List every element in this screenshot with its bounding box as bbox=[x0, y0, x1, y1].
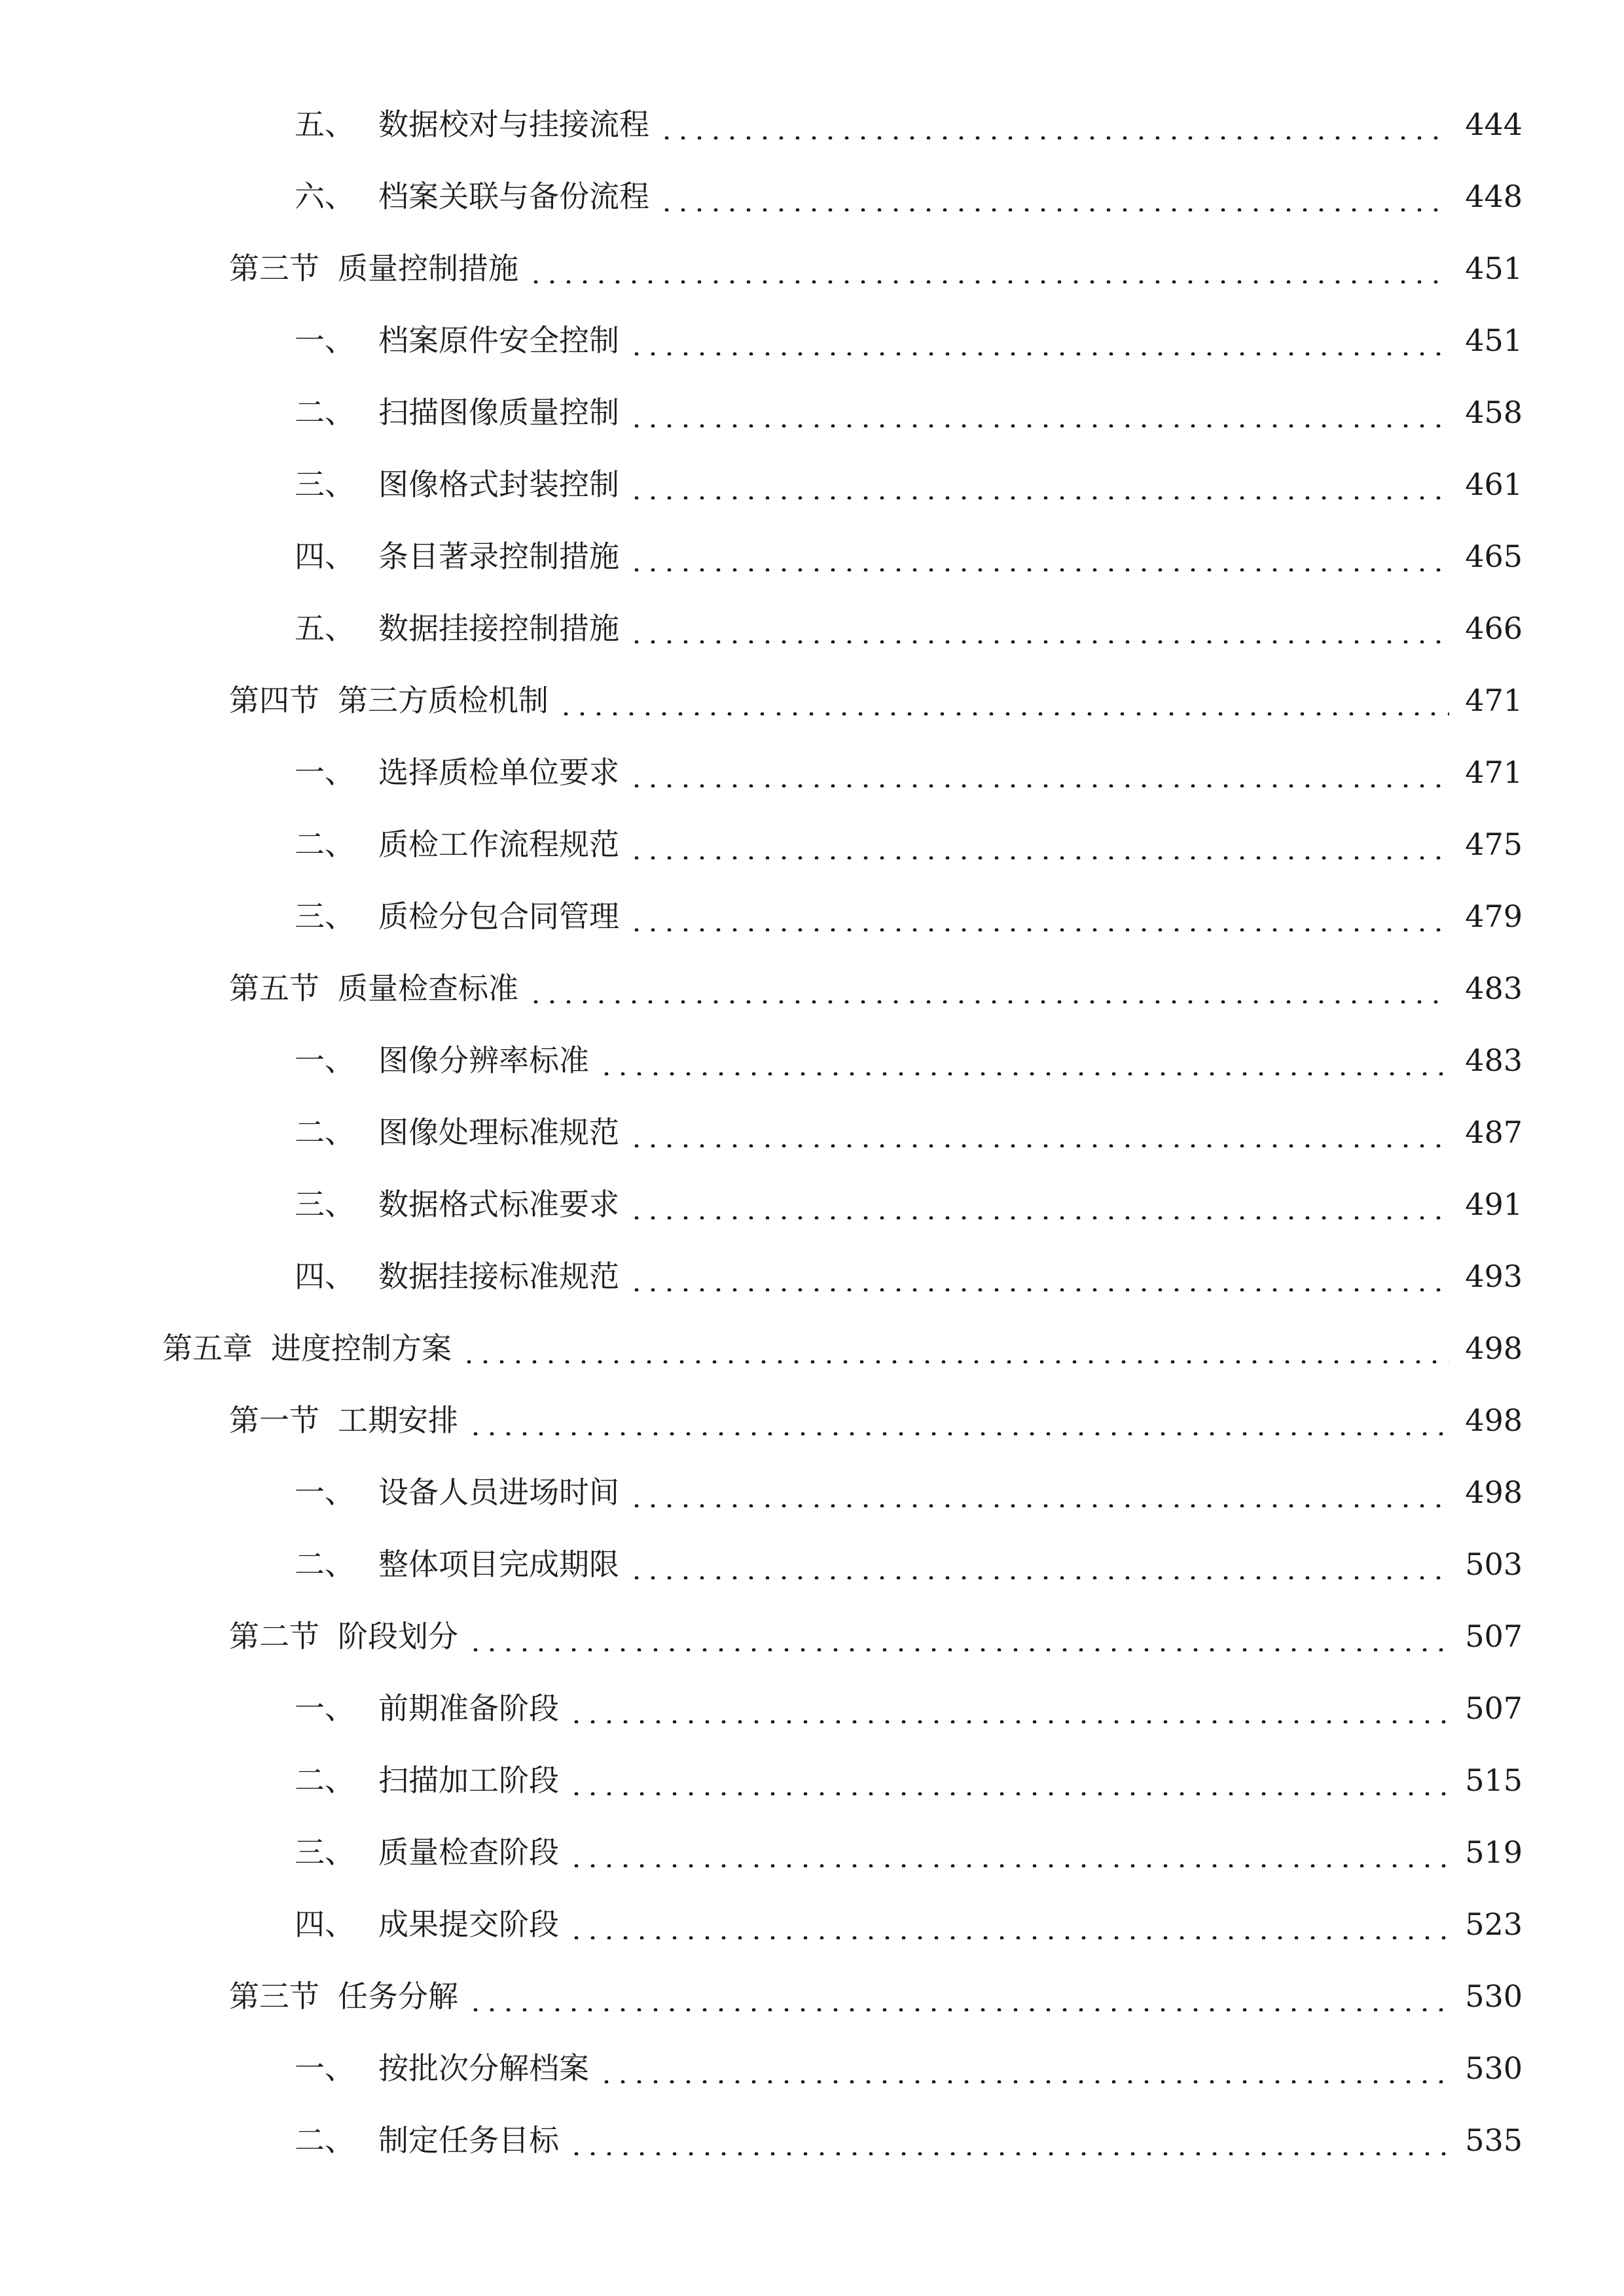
toc-entry[interactable] bbox=[0, 664, 1624, 736]
toc-entry-title: 整体项目完成期限 bbox=[378, 1547, 619, 1582]
toc-entry[interactable] bbox=[0, 1456, 1624, 1528]
toc-entry-number: 四、 bbox=[295, 1259, 355, 1294]
toc-entry-page-number: 475 bbox=[1465, 827, 1523, 862]
toc-entry-title: 设备人员进场时间 bbox=[378, 1475, 619, 1510]
toc-entry-number: 二、 bbox=[295, 1547, 355, 1582]
toc-entry[interactable] bbox=[0, 304, 1624, 376]
toc-entry-number: 四、 bbox=[295, 1907, 355, 1942]
toc-entry[interactable] bbox=[0, 952, 1624, 1024]
toc-entry-page-number: 507 bbox=[1465, 1619, 1523, 1654]
toc-entry[interactable] bbox=[0, 592, 1624, 664]
dot-leader bbox=[467, 1981, 1449, 2011]
toc-entry-number: 三、 bbox=[295, 899, 355, 934]
toc-entry-title: 扫描图像质量控制 bbox=[378, 395, 619, 430]
toc-entry-page-number: 498 bbox=[1465, 1475, 1523, 1510]
toc-entry-title: 质检工作流程规范 bbox=[378, 827, 619, 862]
toc-entry-page-number: 471 bbox=[1465, 683, 1523, 718]
dot-leader bbox=[628, 901, 1449, 931]
toc-entry-title: 质量控制措施 bbox=[338, 251, 518, 286]
toc-entry-page-number: 530 bbox=[1465, 2051, 1523, 2086]
toc-entry-title: 任务分解 bbox=[338, 1979, 458, 2014]
toc-entry[interactable] bbox=[0, 1816, 1624, 1888]
toc-entry-title: 图像分辨率标准 bbox=[378, 1043, 589, 1078]
dot-leader bbox=[558, 685, 1449, 715]
toc-entry-title: 工期安排 bbox=[338, 1403, 458, 1438]
dot-leader bbox=[659, 109, 1449, 139]
toc-entry-title: 数据挂接控制措施 bbox=[378, 611, 619, 646]
toc-entry-page-number: 451 bbox=[1465, 251, 1523, 286]
dot-leader bbox=[628, 613, 1449, 643]
toc-entry-title: 第三方质检机制 bbox=[338, 683, 549, 718]
toc-entry-page-number: 487 bbox=[1465, 1115, 1523, 1150]
toc-entry-number: 一、 bbox=[295, 1043, 355, 1078]
dot-leader bbox=[659, 181, 1449, 211]
toc-entry-number: 五、 bbox=[295, 611, 355, 646]
toc-entry[interactable] bbox=[0, 520, 1624, 592]
toc-entry[interactable] bbox=[0, 232, 1624, 304]
toc-entry[interactable] bbox=[0, 1744, 1624, 1816]
dot-leader bbox=[598, 1045, 1449, 1075]
toc-entry-page-number: 503 bbox=[1465, 1547, 1523, 1582]
toc-entry-title: 档案原件安全控制 bbox=[378, 323, 619, 358]
dot-leader bbox=[628, 1549, 1449, 1579]
toc-entry-page-number: 461 bbox=[1465, 467, 1523, 502]
toc-entry-title: 进度控制方案 bbox=[271, 1331, 452, 1366]
toc-entry-page-number: 444 bbox=[1465, 107, 1523, 142]
toc-entry-page-number: 523 bbox=[1465, 1907, 1523, 1942]
toc-entry-number: 二、 bbox=[295, 1763, 355, 1798]
toc-entry-page-number: 507 bbox=[1465, 1691, 1523, 1726]
toc-entry[interactable] bbox=[0, 1240, 1624, 1312]
toc-entry-title: 质量检查标准 bbox=[338, 971, 518, 1006]
toc-entry-number: 六、 bbox=[295, 179, 355, 214]
toc-entry-number: 第五节 bbox=[229, 971, 319, 1006]
toc-entry-number: 三、 bbox=[295, 1835, 355, 1870]
toc-entry-page-number: 451 bbox=[1465, 323, 1523, 358]
toc-entry-page-number: 483 bbox=[1465, 1043, 1523, 1078]
toc-entry-page-number: 458 bbox=[1465, 395, 1523, 430]
dot-leader bbox=[628, 1189, 1449, 1219]
toc-entry-page-number: 466 bbox=[1465, 611, 1523, 646]
toc-entry-page-number: 519 bbox=[1465, 1835, 1523, 1870]
toc-entry-title: 档案关联与备份流程 bbox=[378, 179, 649, 214]
dot-leader bbox=[628, 397, 1449, 427]
toc-entry-title: 图像处理标准规范 bbox=[378, 1115, 619, 1150]
dot-leader bbox=[628, 1477, 1449, 1507]
toc-entry-title: 数据格式标准要求 bbox=[378, 1187, 619, 1222]
toc-entry[interactable] bbox=[0, 808, 1624, 880]
toc-entry[interactable] bbox=[0, 1960, 1624, 2032]
toc-entry-page-number: 491 bbox=[1465, 1187, 1523, 1222]
toc-entry-page-number: 493 bbox=[1465, 1259, 1523, 1294]
toc-entry-title: 阶段划分 bbox=[338, 1619, 458, 1654]
dot-leader bbox=[628, 541, 1449, 571]
toc-entry-number: 一、 bbox=[295, 323, 355, 358]
toc-entry[interactable] bbox=[0, 1528, 1624, 1600]
toc-entry-title: 前期准备阶段 bbox=[378, 1691, 559, 1726]
toc-entry[interactable] bbox=[0, 2032, 1624, 2104]
toc-entry[interactable] bbox=[0, 1096, 1624, 1168]
toc-entry-title: 选择质检单位要求 bbox=[378, 755, 619, 790]
dot-leader bbox=[568, 1693, 1449, 1723]
toc-entry-page-number: 515 bbox=[1465, 1763, 1523, 1798]
dot-leader bbox=[461, 1333, 1449, 1363]
toc-entry-number: 一、 bbox=[295, 1691, 355, 1726]
toc-entry-title: 按批次分解档案 bbox=[378, 2051, 589, 2086]
toc-entry-title: 图像格式封装控制 bbox=[378, 467, 619, 502]
dot-leader bbox=[628, 1261, 1449, 1291]
toc-entry[interactable] bbox=[0, 448, 1624, 520]
toc-entry-number: 一、 bbox=[295, 1475, 355, 1510]
toc-entry-page-number: 483 bbox=[1465, 971, 1523, 1006]
dot-leader bbox=[568, 1909, 1449, 1939]
toc-entry[interactable] bbox=[0, 1888, 1624, 1960]
toc-entry[interactable] bbox=[0, 88, 1624, 160]
table-of-contents bbox=[0, 88, 1624, 2176]
toc-entry-number: 五、 bbox=[295, 107, 355, 142]
toc-entry-number: 第三节 bbox=[229, 251, 319, 286]
toc-entry-title: 成果提交阶段 bbox=[378, 1907, 559, 1942]
toc-entry-number: 第四节 bbox=[229, 683, 319, 718]
dot-leader bbox=[528, 973, 1449, 1003]
toc-entry-number: 二、 bbox=[295, 827, 355, 862]
toc-entry-number: 一、 bbox=[295, 755, 355, 790]
toc-entry-page-number: 498 bbox=[1465, 1331, 1523, 1366]
toc-entry-title: 条目著录控制措施 bbox=[378, 539, 619, 574]
dot-leader bbox=[568, 1837, 1449, 1867]
toc-entry-number: 二、 bbox=[295, 2123, 355, 2158]
dot-leader bbox=[568, 1765, 1449, 1795]
dot-leader bbox=[628, 757, 1449, 787]
dot-leader bbox=[467, 1405, 1449, 1435]
dot-leader bbox=[598, 2053, 1449, 2083]
dot-leader bbox=[568, 2125, 1449, 2155]
toc-entry-number: 二、 bbox=[295, 1115, 355, 1150]
toc-entry[interactable] bbox=[0, 1672, 1624, 1744]
dot-leader bbox=[467, 1621, 1449, 1651]
toc-entry-page-number: 535 bbox=[1465, 2123, 1523, 2158]
toc-entry-number: 一、 bbox=[295, 2051, 355, 2086]
toc-entry[interactable] bbox=[0, 376, 1624, 448]
toc-entry-number: 第三节 bbox=[229, 1979, 319, 2014]
toc-entry[interactable] bbox=[0, 1312, 1624, 1384]
toc-entry[interactable] bbox=[0, 1384, 1624, 1456]
toc-entry-title: 质检分包合同管理 bbox=[378, 899, 619, 934]
toc-entry-title: 数据挂接标准规范 bbox=[378, 1259, 619, 1294]
toc-entry-number: 三、 bbox=[295, 467, 355, 502]
toc-entry[interactable] bbox=[0, 736, 1624, 808]
toc-entry-page-number: 498 bbox=[1465, 1403, 1523, 1438]
toc-entry-number: 第二节 bbox=[229, 1619, 319, 1654]
toc-entry-page-number: 471 bbox=[1465, 755, 1523, 790]
toc-entry[interactable] bbox=[0, 1600, 1624, 1672]
toc-entry-page-number: 448 bbox=[1465, 179, 1523, 214]
toc-entry-number: 四、 bbox=[295, 539, 355, 574]
dot-leader bbox=[628, 829, 1449, 859]
dot-leader bbox=[528, 253, 1449, 283]
toc-entry-number: 第五章 bbox=[162, 1331, 253, 1366]
toc-entry-page-number: 530 bbox=[1465, 1979, 1523, 2014]
toc-entry[interactable] bbox=[0, 880, 1624, 952]
toc-entry[interactable] bbox=[0, 2104, 1624, 2176]
toc-entry-title: 扫描加工阶段 bbox=[378, 1763, 559, 1798]
dot-leader bbox=[628, 469, 1449, 499]
toc-entry-title: 制定任务目标 bbox=[378, 2123, 559, 2158]
toc-entry-number: 三、 bbox=[295, 1187, 355, 1222]
toc-entry[interactable] bbox=[0, 1024, 1624, 1096]
toc-entry[interactable] bbox=[0, 160, 1624, 232]
dot-leader bbox=[628, 325, 1449, 355]
toc-entry-title: 数据校对与挂接流程 bbox=[378, 107, 649, 142]
toc-entry[interactable] bbox=[0, 1168, 1624, 1240]
toc-entry-number: 第一节 bbox=[229, 1403, 319, 1438]
toc-entry-page-number: 465 bbox=[1465, 539, 1523, 574]
toc-entry-page-number: 479 bbox=[1465, 899, 1523, 934]
toc-entry-title: 质量检查阶段 bbox=[378, 1835, 559, 1870]
dot-leader bbox=[628, 1117, 1449, 1147]
toc-entry-number: 二、 bbox=[295, 395, 355, 430]
